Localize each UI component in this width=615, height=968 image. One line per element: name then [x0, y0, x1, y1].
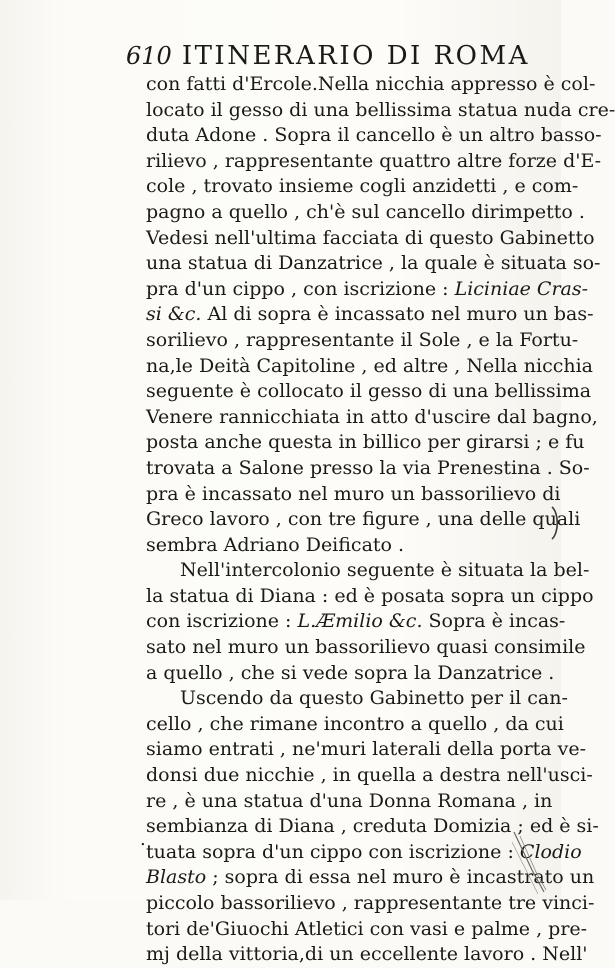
italic-inscription: Clodio: [519, 840, 582, 863]
text-line: re , è una statua d'una Donna Romana , in: [146, 789, 553, 812]
text-segment: ; sopra di essa nel muro è incastrato un: [206, 866, 595, 889]
text-segment: tuata sopra d'un cippo con iscrizione :: [146, 840, 520, 863]
text-line: a quello , che si vede sopra la Danzatrice .: [146, 661, 555, 684]
text-segment: con iscrizione :: [146, 610, 298, 633]
text-line: Uscendo da questo Gabinetto per il can-: [180, 687, 568, 710]
text-line: posta anche questa in billico per girarsi ; e fu: [146, 431, 585, 454]
edge-bracket-decoration: [550, 505, 561, 541]
text-line: rilievo , rappresentante quattro altre forze d'E-: [146, 149, 602, 172]
text-line: na,le Deità Capitoline , ed altre , Nella nicchia: [146, 354, 594, 377]
text-line: sembra Adriano Deificato .: [146, 533, 405, 556]
text-line: Venere rannicchiata in atto d'uscire dal bagno,: [146, 405, 598, 428]
text-line: [146, 840, 582, 866]
text-segment: Al di sopra è incassato nel muro un bas-: [201, 303, 594, 326]
text-line: pagno a quello , ch'è sul cancello dirimpetto .: [146, 200, 585, 223]
body-text: [146, 72, 615, 968]
text-line: piccolo bassorilievo , rappresentante tre vinci-: [146, 892, 595, 914]
text-line: sorilievo , rappresentante il Sole , e la Fortu-: [146, 328, 579, 351]
margin-mark: .: [140, 829, 146, 850]
text-line: tori de'Giuochi Atletici con vasi e palme , pre-: [146, 917, 588, 940]
italic-inscription: Liciniae Cras-: [454, 277, 589, 300]
text-line: con fatti d'Ercole.Nella nicchia appresso è col-: [146, 73, 596, 95]
text-segment: Sopra è incas-: [422, 610, 566, 633]
text-line: la statua di Diana : ed è posata sopra un cippo: [146, 584, 594, 607]
text-line: pra è incassato nel muro un bassorilievo di: [146, 482, 561, 505]
text-segment: pra d'un cippo , con iscrizione :: [146, 277, 455, 300]
text-line: duta Adone . Sopra il cancello è un altro basso-: [146, 124, 602, 147]
text-line: trovata a Salone presso la via Prenestina . So-: [146, 456, 590, 479]
italic-inscription: L.Æmilio &c.: [297, 610, 423, 633]
text-line: una statua di Danzatrice , la quale è situata so-: [146, 252, 601, 275]
text-line: mj della vittoria,di un eccellente lavoro . Nell': [146, 943, 588, 966]
italic-inscription: si &c.: [146, 303, 202, 326]
page-stain-decoration: [510, 830, 550, 895]
text-line: seguente è collocato il gesso di una bellissima: [146, 380, 592, 403]
text-line: Vedesi nell'ultima facciata di questo Gabinetto: [146, 226, 595, 249]
text-line: Greco lavoro , con tre figure , una delle quali: [146, 508, 581, 531]
text-line: sembianza di Diana , creduta Domizia ; ed è si-: [146, 815, 599, 838]
page-number: 610: [126, 42, 172, 70]
text-line: sato nel muro un bassorilievo quasi consimile: [146, 636, 586, 659]
page-header: [126, 38, 536, 74]
text-line: [146, 277, 589, 303]
italic-inscription: Blasto: [146, 866, 207, 889]
text-line: cole , trovato insieme cogli anzidetti , e com-: [146, 175, 579, 198]
text-line: [146, 609, 566, 635]
text-line: Nell'intercolonio seguente è situata la bel-: [180, 559, 590, 582]
running-title: ITINERARIO DI ROMA: [181, 41, 530, 71]
text-line: [146, 865, 595, 891]
text-line: cello , che rimane incontro a quello , da cui: [146, 712, 564, 735]
text-line: [146, 302, 594, 328]
text-line: donsi due nicchie , in quella a destra nell'usci-: [146, 764, 593, 787]
text-line: locato il gesso di una bellissima statua nuda cre-: [146, 98, 615, 121]
text-line: siamo entrati , ne'muri laterali della porta ve-: [146, 738, 587, 761]
